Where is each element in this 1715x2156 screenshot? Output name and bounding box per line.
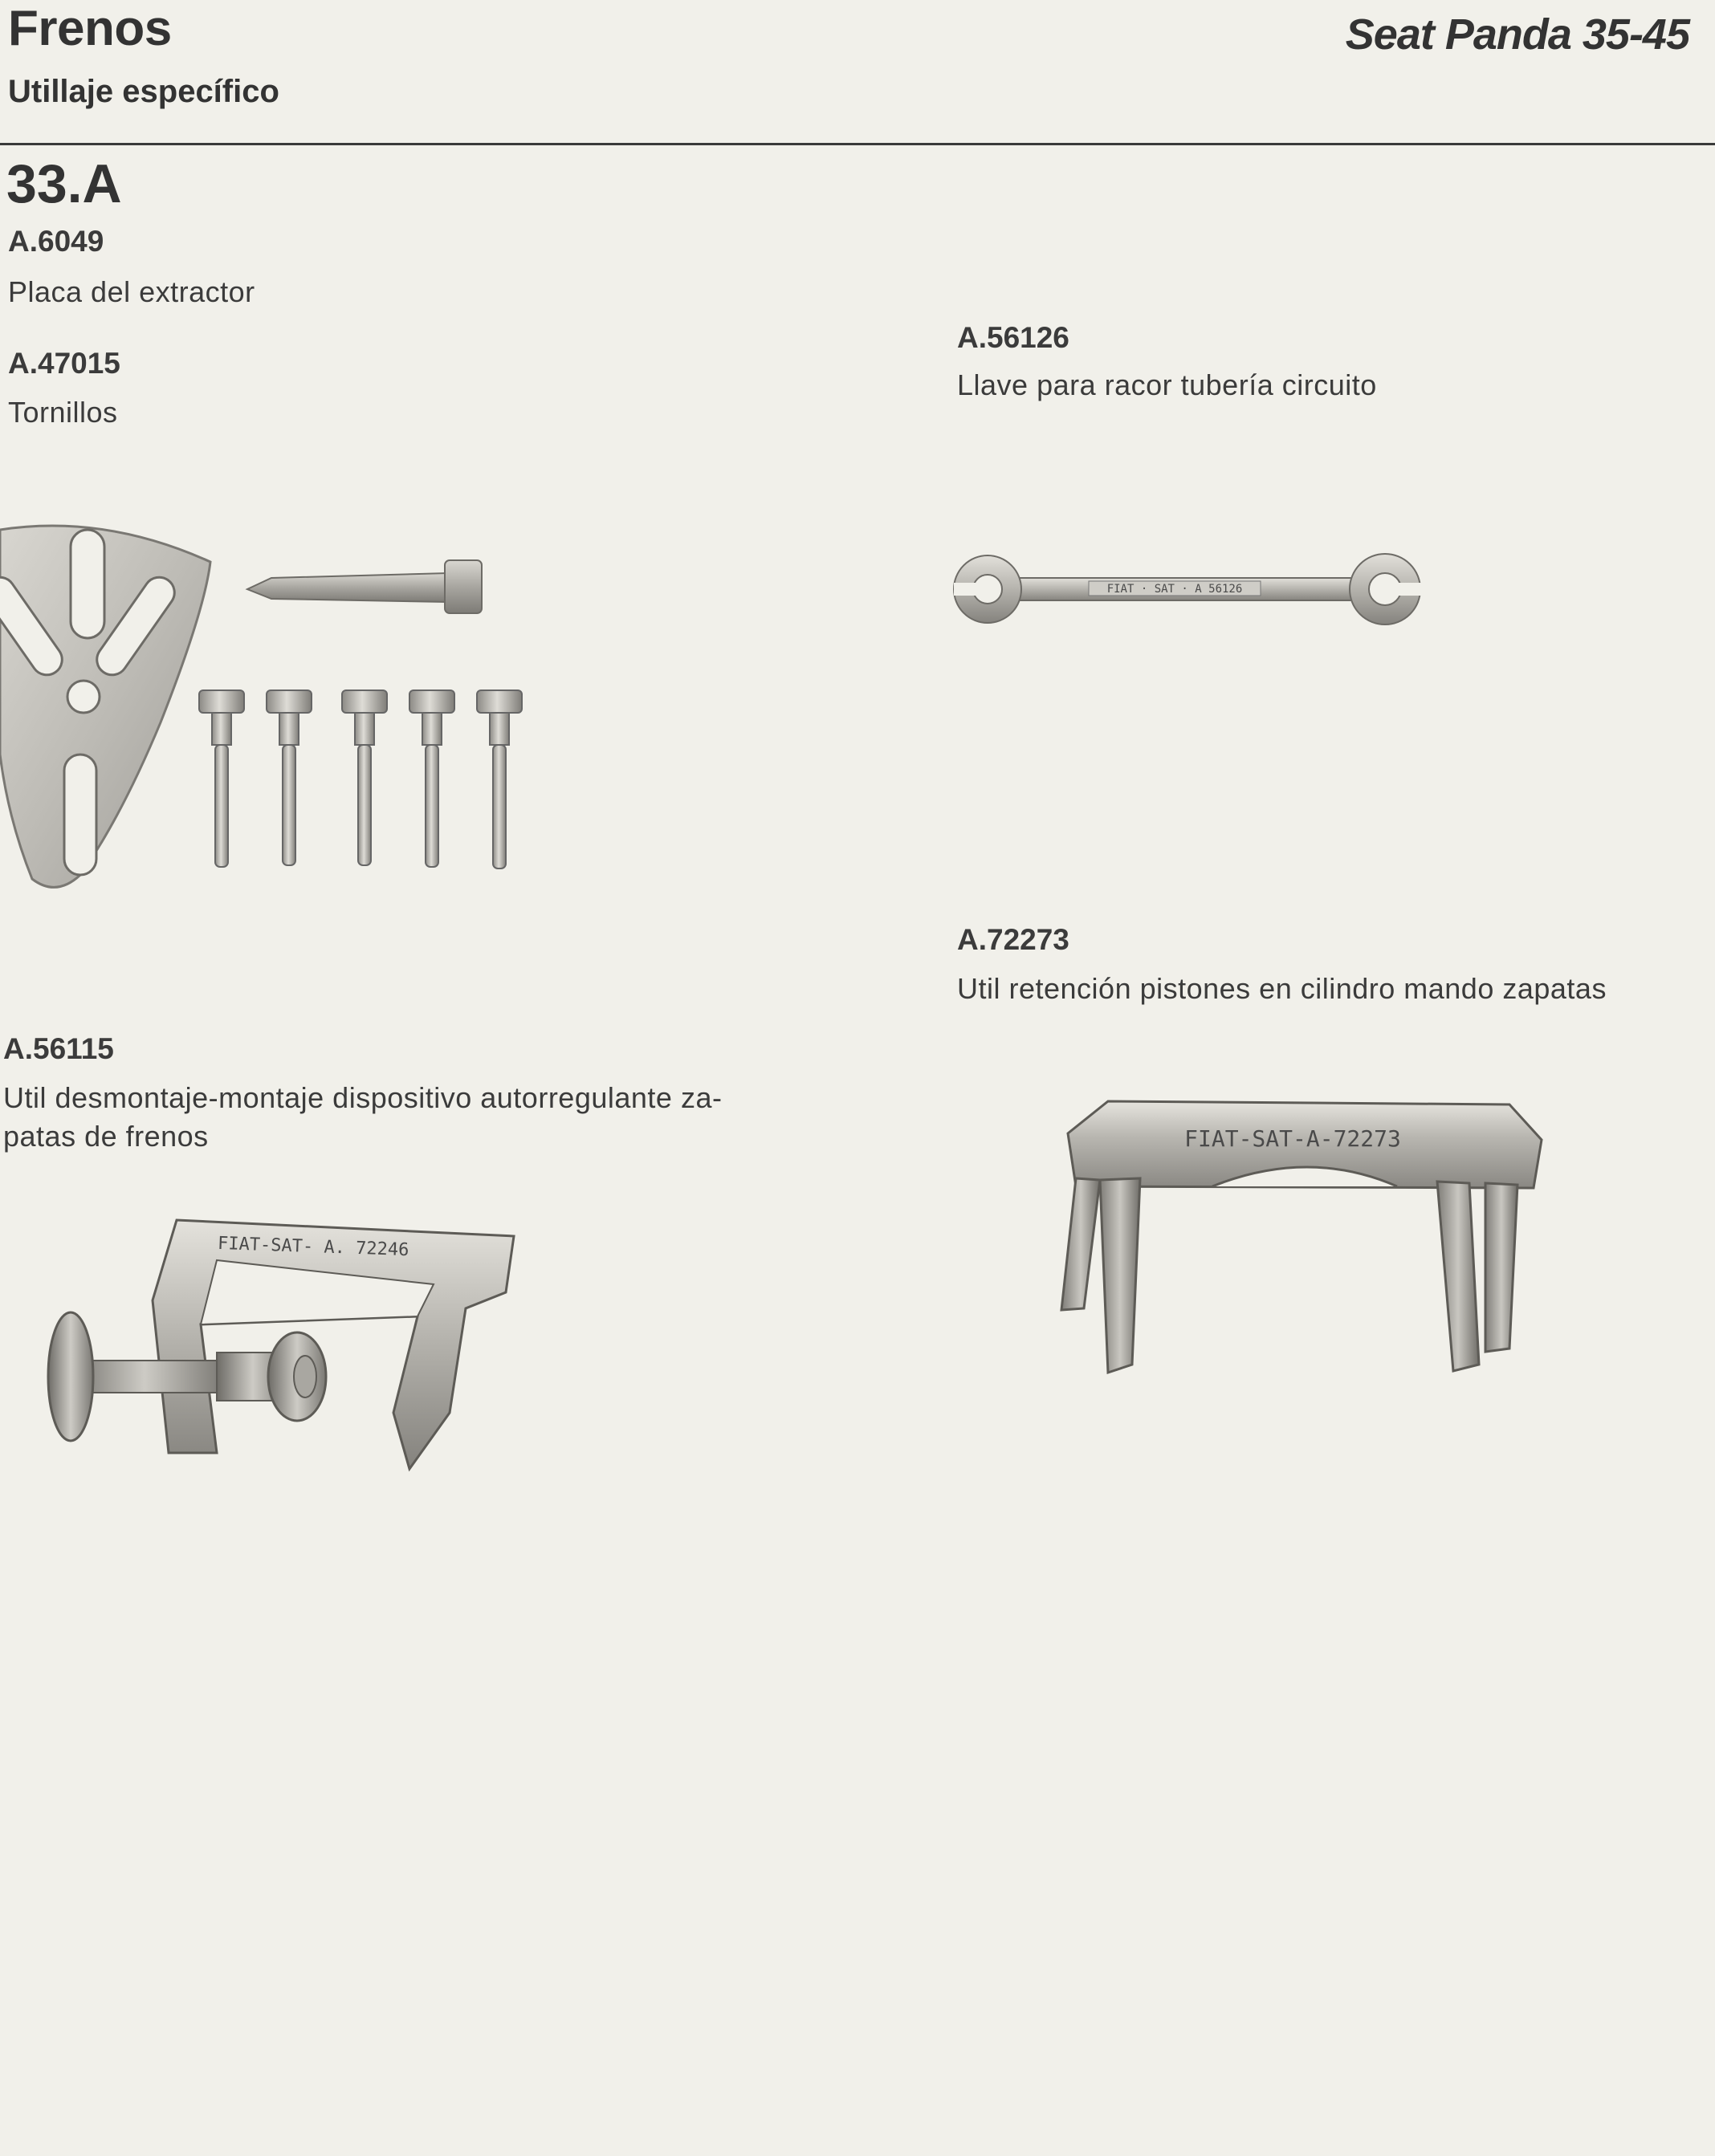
bolt-set-icon <box>193 689 530 881</box>
piston-retainer-icon <box>1052 1092 1550 1397</box>
wrench-stamp: FIAT · SAT · A 56126 <box>1106 583 1243 596</box>
extractor-plate-icon <box>0 514 225 899</box>
tool-code-a6049: A.6049 <box>8 225 104 258</box>
tool-desc-a6049: Placa del extractor <box>8 275 255 308</box>
tool-desc-a56115-line2: patas de frenos <box>3 1120 209 1153</box>
c-clamp-tool-icon <box>32 1212 530 1485</box>
tool-code-a56126: A.56126 <box>957 321 1069 354</box>
header-rule <box>0 143 1715 145</box>
bolt-icon <box>247 554 488 618</box>
tool-desc-a56115-line1: Util desmontaje-montaje dispositivo autorregulante za- <box>3 1081 723 1114</box>
tool-desc-a47015: Tornillos <box>8 396 118 429</box>
page-subtitle: Utillaje específico <box>8 74 279 109</box>
brand-title: Seat Panda 35-45 <box>1345 10 1689 59</box>
page-title: Frenos <box>8 1 172 56</box>
tool-code-a72273: A.72273 <box>957 923 1069 956</box>
flare-wrench-icon <box>947 551 1429 631</box>
clamp-stamp: FIAT-SAT- A. 72246 <box>217 1233 409 1261</box>
tool-code-a56115: A.56115 <box>3 1032 114 1065</box>
tool-desc-a56126: Llave para racor tubería circuito <box>957 368 1377 401</box>
retainer-stamp: FIAT-SAT-A-72273 <box>1184 1125 1401 1152</box>
section-number: 33.A <box>6 153 122 214</box>
tool-desc-a72273: Util retención pistones en cilindro mando zapatas <box>957 972 1607 1005</box>
tool-code-a47015: A.47015 <box>8 347 120 380</box>
